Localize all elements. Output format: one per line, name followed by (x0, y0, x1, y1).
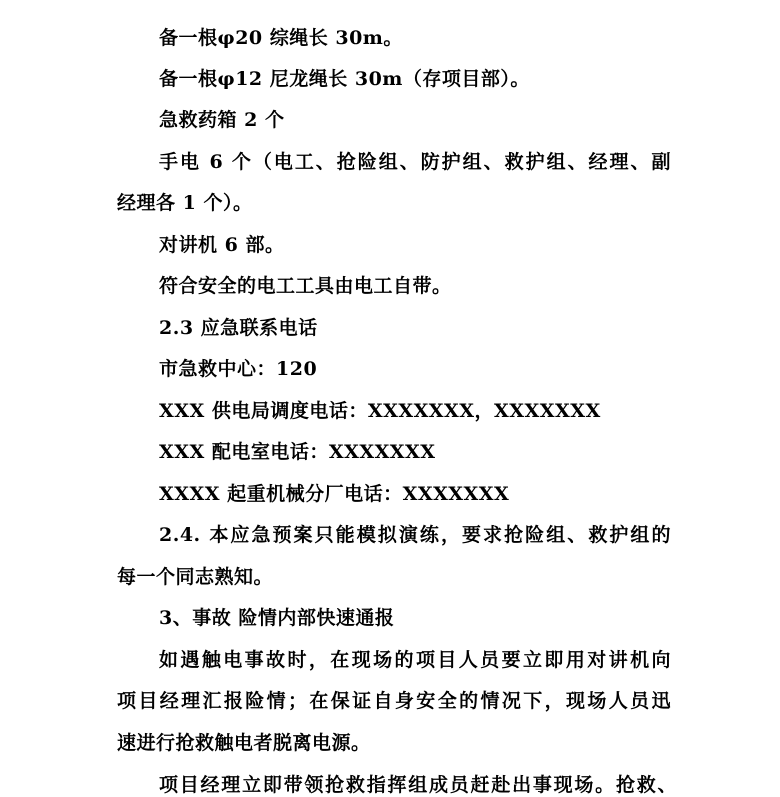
text-line: 经理各 1 个）。 (117, 192, 253, 214)
text-line: 速进行抢救触电者脱离电源。 (117, 732, 371, 754)
text-line: 急救药箱 2 个 (159, 109, 285, 131)
text-line: 市急救中心：120 (159, 358, 318, 380)
text-line: 如遇触电事故时，在现场的项目人员要立即用对讲机向 (159, 649, 671, 671)
text-line: 对讲机 6 部。 (159, 234, 285, 256)
text-line: 备一根φ20 综绳长 30m。 (159, 27, 403, 49)
text-line: XXX 供电局调度电话：XXXXXXX，XXXXXXX (159, 400, 601, 422)
text-line: XXX 配电室电话：XXXXXXX (159, 441, 436, 463)
section-heading: 3、事故 险情内部快速通报 (159, 607, 395, 629)
text-line: 每一个同志熟知。 (117, 566, 274, 588)
text-line: 符合安全的电工工具由电工自带。 (159, 275, 452, 297)
text-line: 备一根φ12 尼龙绳长 30m（存项目部）。 (159, 68, 530, 90)
text-line: 项目经理立即带领抢救指挥组成员赶赴出事现场。抢救、 (159, 774, 677, 796)
text-line: 项目经理汇报险情；在保证自身安全的情况下，现场人员迅 (117, 690, 671, 712)
text-line: 2.4. 本应急预案只能模拟演练，要求抢险组、救护组的 (159, 524, 671, 546)
section-heading: 2.3 应急联系电话 (159, 317, 318, 339)
text-line: XXXX 起重机械分厂电话：XXXXXXX (159, 483, 510, 505)
text-line: 手电 6 个（电工、抢险组、防护组、救护组、经理、副 (159, 151, 671, 173)
